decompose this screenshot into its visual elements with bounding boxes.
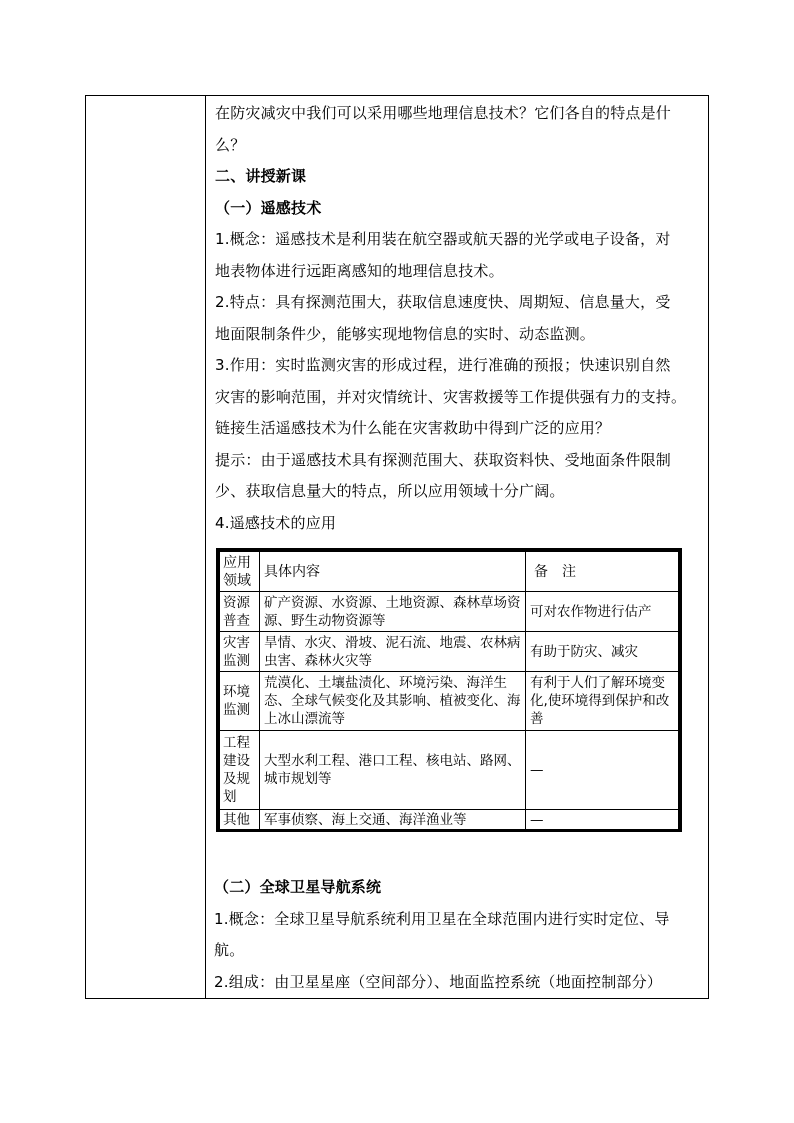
table-row	[220, 810, 679, 830]
left-column-cell	[86, 96, 206, 998]
gnss-concept-line-1: 1.概念：全球卫星导航系统利用卫星在全球范围内进行实时定位、导	[214, 909, 670, 928]
row-field: 其他	[220, 810, 260, 830]
function-line-1: 3.作用：实时监测灾害的形成过程，进行准确的预报；快速识别自然	[215, 356, 671, 374]
header-content: 具体内容	[260, 552, 526, 592]
concept-line-2: 地表物体进行远距离感知的地理信息技术。	[215, 261, 504, 280]
row-content: 荒漠化、土壤盐渍化、环境污染、海洋生态、全球气候变化及其影响、植被变化、海上冰山漂流等	[260, 672, 526, 731]
row-note: —	[526, 810, 679, 830]
row-content: 矿产资源、水资源、土地资源、森林草场资源、野生动物资源等	[260, 592, 526, 632]
row-field: 环境监测	[220, 672, 260, 731]
row-field: 灾害监测	[220, 632, 260, 672]
hint-line-1: 提示：由于遥感技术具有探测范围大、获取资料快、受地面条件限制	[215, 450, 672, 469]
row-content: 军事侦察、海上交通、海洋渔业等	[260, 810, 526, 830]
row-note: 有助于防灾、减灾	[526, 632, 679, 672]
application-heading: 4.遥感技术的应用	[215, 513, 337, 532]
function-line-2: 灾害的影响范围，并对灾情统计、灾害救援等工作提供强有力的支持。	[215, 387, 687, 406]
table-row	[220, 592, 679, 632]
lesson-table	[85, 95, 709, 999]
feature-line-1: 2.特点：具有探测范围大，获取信息速度快、周期短、信息量大，受	[215, 293, 671, 311]
row-content: 旱情、水灾、滑坡、泥石流、地震、农林病虫害、森林火灾等	[260, 632, 526, 672]
hint-line-2: 少、获取信息量大的特点，所以应用领域十分广阔。	[215, 482, 565, 500]
table-header-row	[220, 552, 679, 592]
header-note: 备 注	[526, 552, 679, 592]
lesson-content	[207, 96, 708, 539]
row-note: 可对农作物进行估产	[526, 592, 679, 632]
gnss-concept-line-2: 航。	[214, 941, 245, 959]
part2-content	[206, 872, 794, 998]
link-question: 链接生活遥感技术为什么能在灾害救助中得到广泛的应用？	[215, 419, 611, 437]
remote-sensing-application-table	[216, 548, 682, 832]
table-row	[220, 731, 679, 810]
row-content: 大型水利工程、港口工程、核电站、路网、城市规划等	[260, 731, 526, 810]
row-note: —	[526, 731, 679, 810]
row-note: 有利于人们了解环境变化,使环境得到保护和改善	[526, 672, 679, 731]
intro-line-1: 在防灾减灾中我们可以采用哪些地理信息技术？它们各自的特点是什	[215, 104, 672, 122]
table-row	[220, 672, 679, 731]
gnss-composition-line: 2.组成：由卫星星座（空间部分）、地面监控系统（地面控制部分）	[214, 972, 663, 991]
part1-title: （一）遥感技术	[215, 198, 322, 217]
row-field: 工程建设及规划	[220, 731, 260, 810]
concept-line-1: 1.概念：遥感技术是利用装在航空器或航天器的光学或电子设备，对	[215, 230, 671, 248]
table-row	[220, 632, 679, 672]
part2-title: （二）全球卫星导航系统	[214, 878, 382, 896]
row-field: 资源普查	[220, 592, 260, 632]
intro-line-2: 么？	[215, 135, 246, 154]
header-field: 应用领域	[220, 552, 260, 592]
feature-line-2: 地面限制条件少，能够实现地物信息的实时、动态监测。	[215, 324, 596, 343]
section-title: 二、讲授新课	[215, 167, 307, 185]
